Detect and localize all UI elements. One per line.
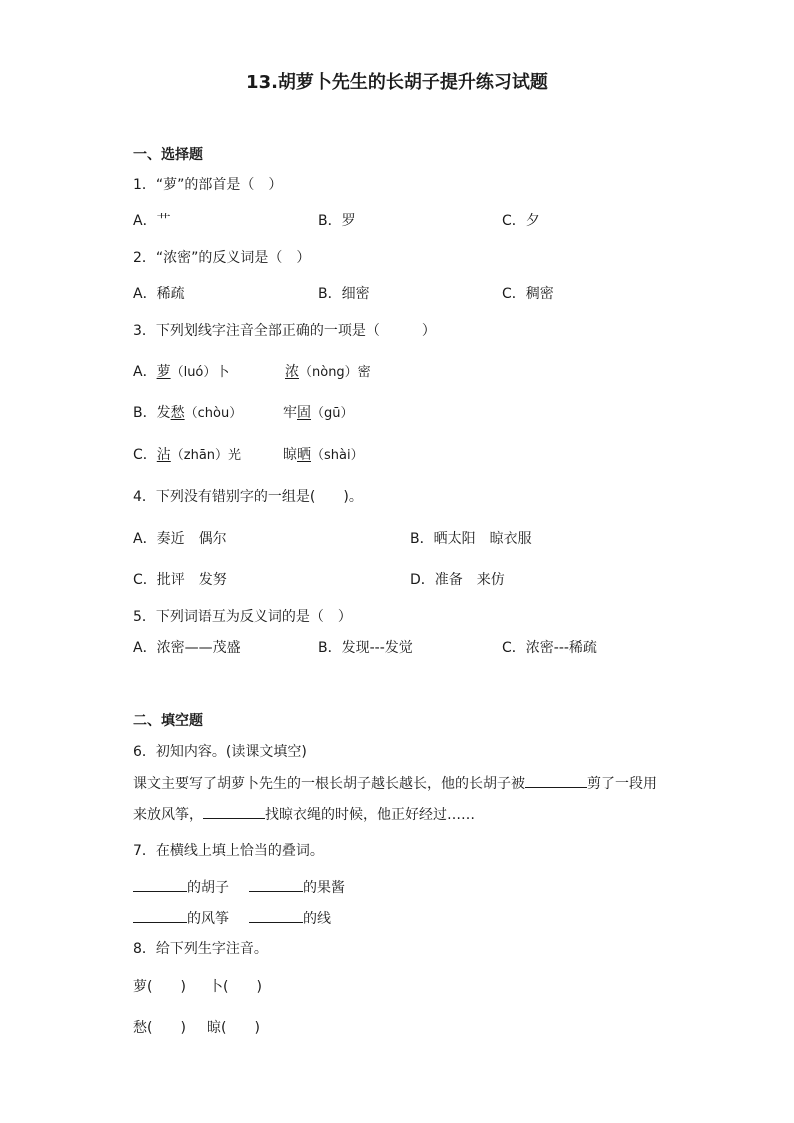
answer-blank[interactable] xyxy=(133,878,187,892)
underlined-char: 愁 xyxy=(170,405,185,421)
text: 的胡子 xyxy=(187,880,229,896)
text: 课文主要写了胡萝卜先生的一根长胡子越长越长，他的长胡子被 xyxy=(133,776,525,792)
question-2-option-b: B．细密 xyxy=(318,286,370,302)
question-1-option-a: A．艹 xyxy=(133,213,171,229)
section-heading-choice: 一、选择题 xyxy=(133,147,203,163)
question-1-option-c: C．夕 xyxy=(502,213,540,229)
question-2-stem: 2．“浓密”的反义词是（ ） xyxy=(133,250,311,266)
option-prefix: C． xyxy=(133,447,157,463)
question-3-stem: 3．下列划线字注音全部正确的一项是（ ） xyxy=(133,323,436,339)
question-3-option-c-second xyxy=(283,446,364,465)
pinyin: （chòu） xyxy=(184,406,243,421)
answer-blank[interactable] xyxy=(525,774,587,788)
text: 找晾衣绳的时候，他正好经过…… xyxy=(265,807,475,823)
question-8-item-1: 萝( ) xyxy=(133,979,186,995)
pinyin: （zhān）光 xyxy=(170,448,242,463)
question-7-row-1-second xyxy=(249,878,345,897)
underlined-char: 固 xyxy=(297,405,311,421)
question-3-option-a-second xyxy=(285,363,371,382)
question-7-row-1 xyxy=(133,878,229,897)
question-7-row-2 xyxy=(133,909,229,928)
question-8-item-2: 卜( ) xyxy=(209,979,262,995)
underlined-char: 萝 xyxy=(156,364,171,380)
question-3-option-c xyxy=(133,446,241,465)
question-6-stem: 6．初知内容。(读课文填空) xyxy=(133,744,307,760)
question-3-option-b-second xyxy=(283,404,354,423)
question-6-line-2 xyxy=(133,805,475,824)
pinyin: （luó）卜 xyxy=(170,365,230,380)
answer-blank[interactable] xyxy=(203,805,265,819)
answer-blank[interactable] xyxy=(249,909,303,923)
word-prefix: 牢 xyxy=(283,405,297,421)
text: 的线 xyxy=(303,911,331,927)
answer-blank[interactable] xyxy=(133,909,187,923)
page-title: 13.胡萝卜先生的长胡子提升练习试题 xyxy=(246,72,548,93)
text: 剪了一段用 xyxy=(587,776,657,792)
underlined-char: 晒 xyxy=(297,447,311,463)
pinyin: （gū） xyxy=(311,406,354,421)
pinyin: （nòng）密 xyxy=(299,365,371,380)
word-prefix: 晾 xyxy=(283,447,297,463)
question-7-stem: 7．在横线上填上恰当的叠词。 xyxy=(133,843,324,859)
question-1-stem: 1．“萝”的部首是（ ） xyxy=(133,177,283,193)
answer-blank[interactable] xyxy=(249,878,303,892)
text: 的果酱 xyxy=(303,880,345,896)
question-3-option-b xyxy=(133,404,242,423)
question-8-item-3: 愁( ) xyxy=(133,1020,186,1036)
question-5-option-c: C．浓密---稀疏 xyxy=(502,640,597,656)
question-4-option-b: B．晒太阳 晾衣服 xyxy=(410,531,532,547)
question-2-option-c: C．稠密 xyxy=(502,286,554,302)
underlined-char: 沾 xyxy=(156,447,171,463)
question-7-row-2-second xyxy=(249,909,331,928)
option-prefix: A． xyxy=(133,364,157,380)
question-1-option-b: B．罗 xyxy=(318,213,356,229)
question-4-option-c: C．批评 发努 xyxy=(133,572,227,588)
question-4-option-d: D．准备 来仿 xyxy=(410,572,505,588)
question-3-option-a xyxy=(133,363,229,382)
question-4-option-a: A．奏近 偶尔 xyxy=(133,531,227,547)
text: 来放风筝， xyxy=(133,807,203,823)
word-prefix: B．发 xyxy=(133,405,171,421)
question-8-stem: 8．给下列生字注音。 xyxy=(133,941,268,957)
question-8-item-4: 晾( ) xyxy=(207,1020,260,1036)
question-5-stem: 5．下列词语互为反义词的是（ ） xyxy=(133,609,352,625)
question-5-option-b: B．发现---发觉 xyxy=(318,640,413,656)
section-heading-fill: 二、填空题 xyxy=(133,713,203,729)
pinyin: （shài） xyxy=(311,448,364,463)
text: 的风筝 xyxy=(187,911,229,927)
underlined-char: 浓 xyxy=(285,364,299,380)
question-4-stem: 4．下列没有错别字的一组是( )。 xyxy=(133,489,363,505)
question-5-option-a: A．浓密——茂盛 xyxy=(133,640,241,656)
question-6-line-1 xyxy=(133,774,657,793)
question-2-option-a: A．稀疏 xyxy=(133,286,185,302)
